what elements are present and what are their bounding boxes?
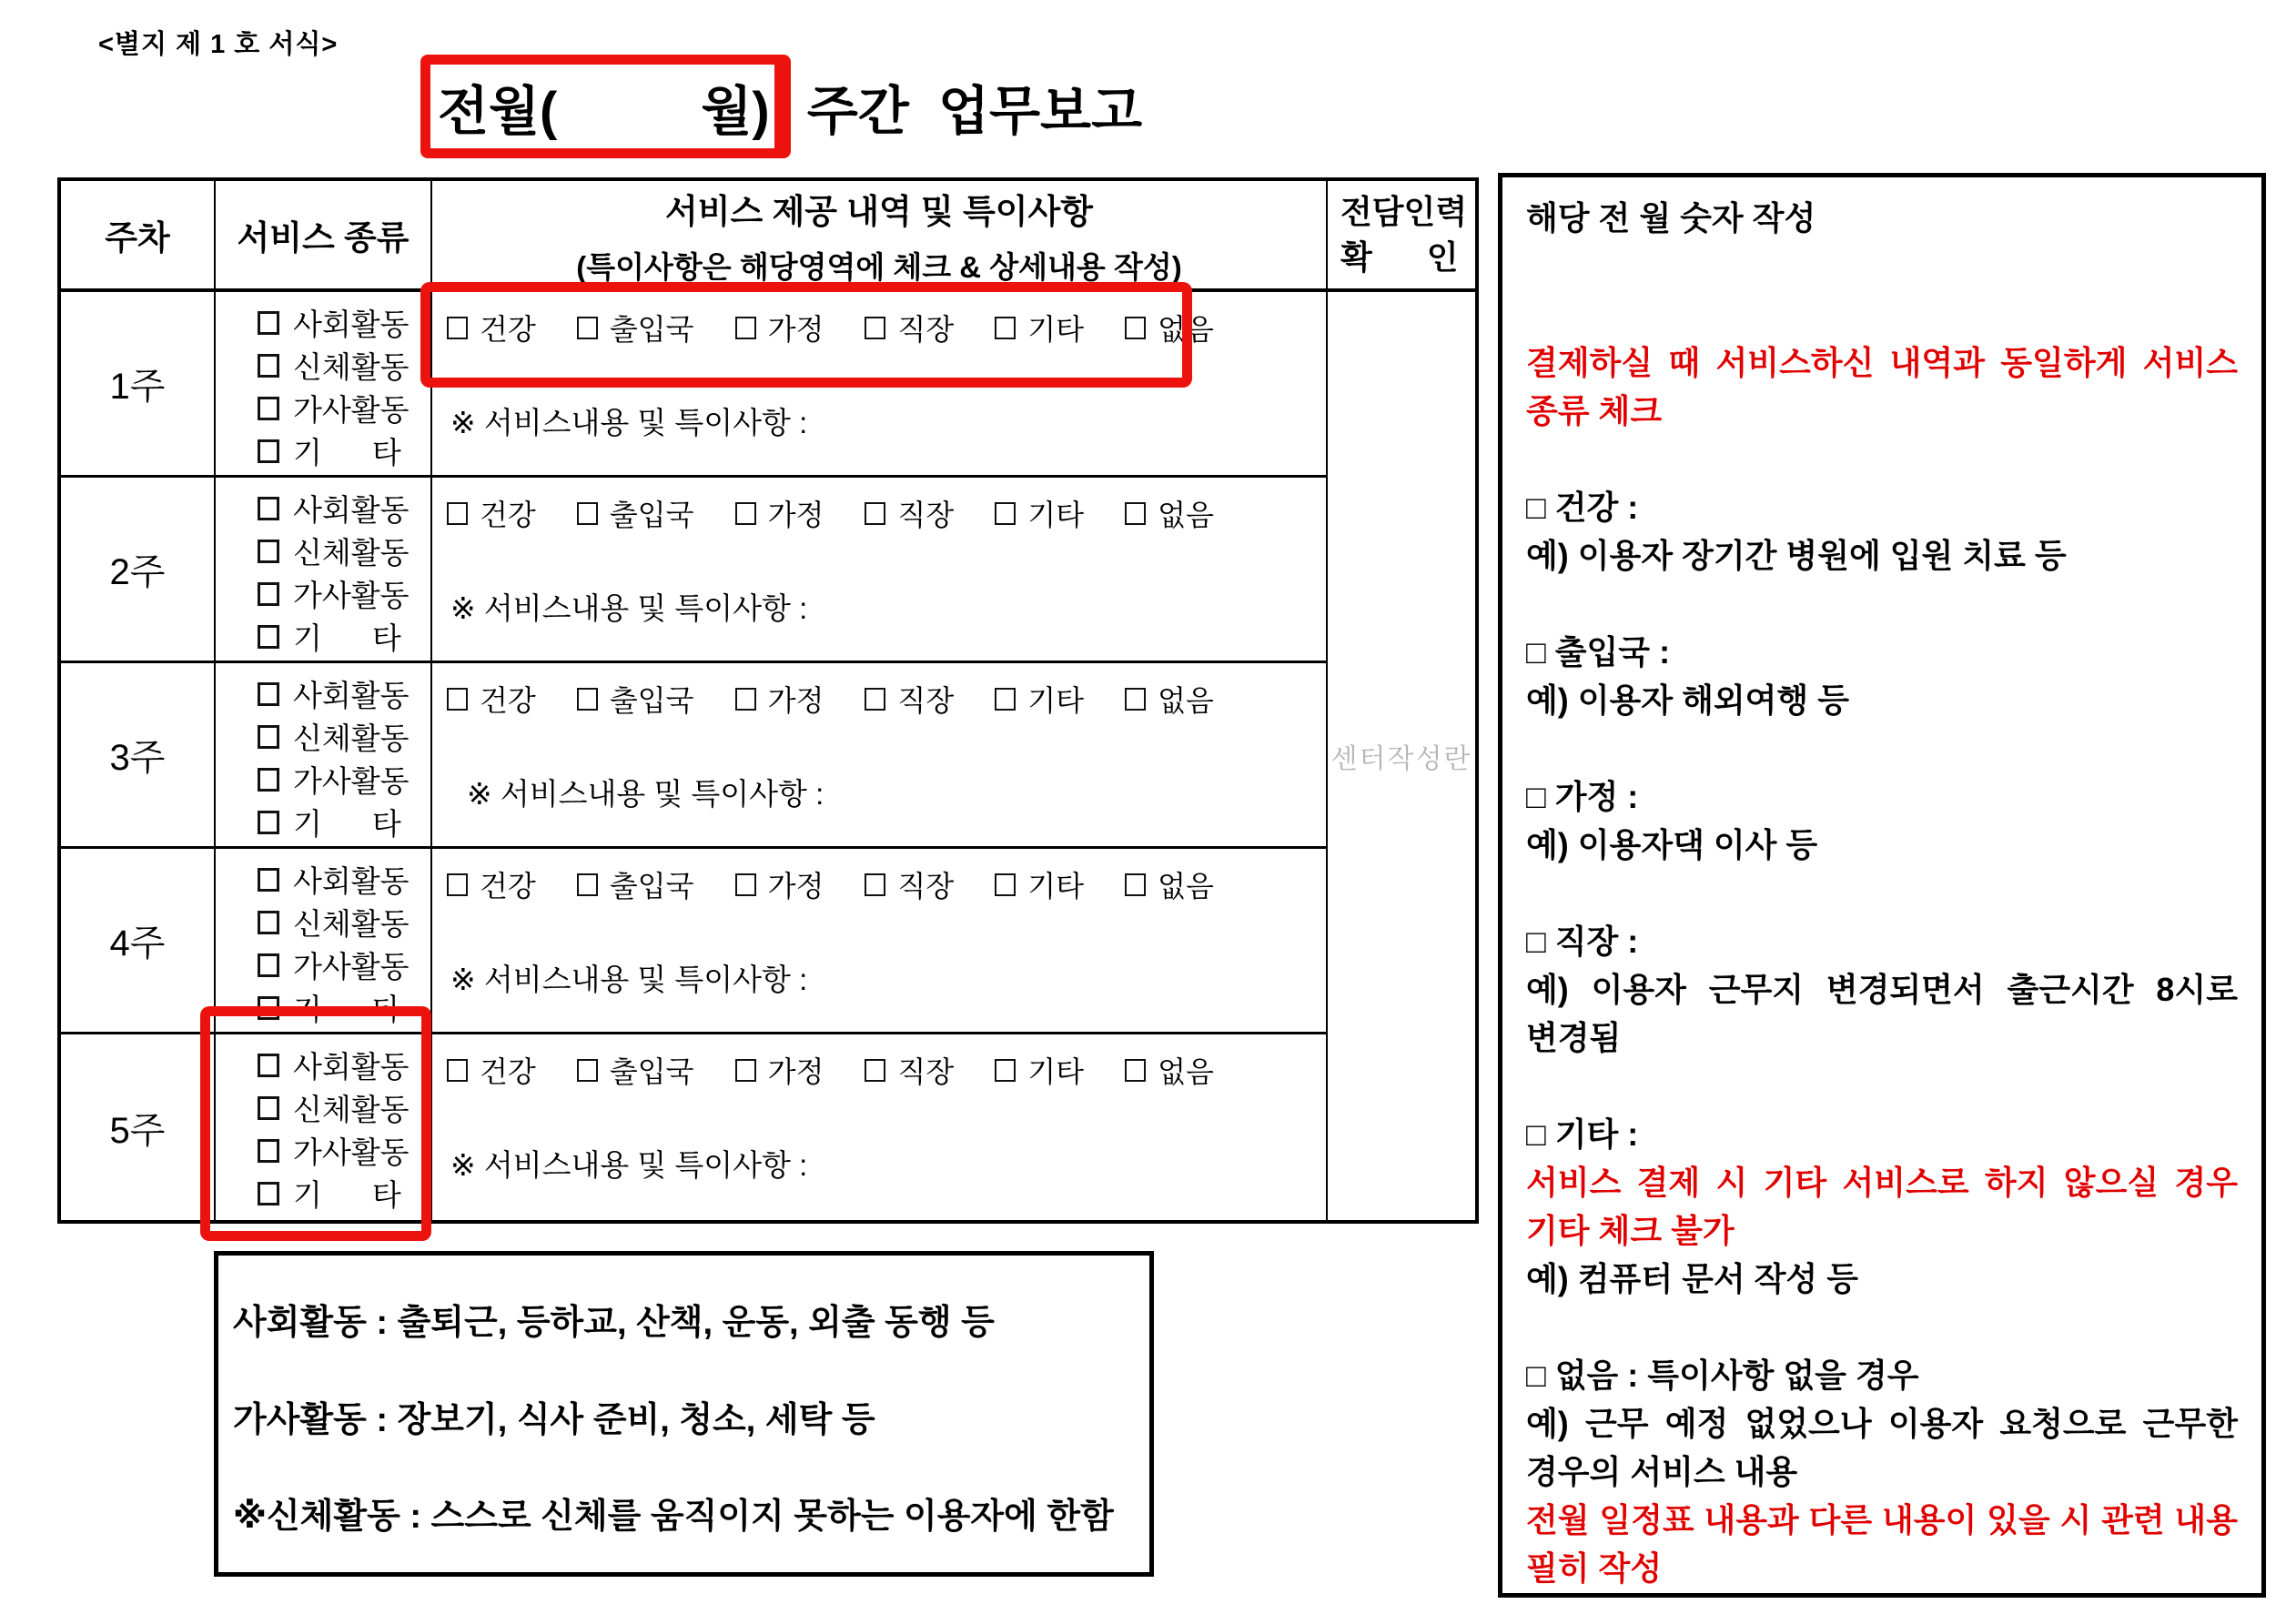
checkbox-workplace[interactable] bbox=[865, 502, 885, 525]
checkbox-other[interactable] bbox=[995, 873, 1016, 896]
service-option: 기 타 bbox=[258, 615, 430, 658]
special-option: 기타 bbox=[995, 678, 1084, 720]
checkbox-social-activity[interactable] bbox=[258, 868, 279, 892]
checkbox-workplace[interactable] bbox=[865, 873, 885, 896]
details-cell-week3 bbox=[432, 663, 1328, 849]
special-option: 건강 bbox=[447, 1049, 536, 1091]
service-option: 기 타 bbox=[258, 1172, 430, 1215]
checkbox-social-activity[interactable] bbox=[258, 682, 279, 706]
special-option: 기타 bbox=[995, 307, 1084, 348]
guide-section-none bbox=[1526, 1351, 2238, 1592]
special-option: 건강 bbox=[447, 307, 536, 348]
guide-line: □ 없음 : 특이사항 없을 경우 bbox=[1526, 1357, 1919, 1394]
service-option: 가사활동 bbox=[258, 1129, 430, 1172]
special-option: 없음 bbox=[1125, 863, 1214, 905]
service-option: 신체활동 bbox=[258, 901, 430, 943]
service-option: 기 타 bbox=[258, 801, 430, 843]
special-option: 기타 bbox=[995, 1049, 1084, 1091]
service-option: 가사활동 bbox=[258, 943, 430, 986]
staff-confirm-column bbox=[1328, 292, 1475, 1220]
week-label-2: 2주 bbox=[61, 478, 216, 663]
special-option: 없음 bbox=[1125, 307, 1214, 348]
special-option: 직장 bbox=[865, 863, 954, 905]
special-option: 직장 bbox=[865, 307, 954, 348]
title-rest: 주간 업무보고 bbox=[806, 82, 1143, 141]
service-detail-note[interactable]: ※ 서비스내용 및 특이사항 : bbox=[467, 777, 824, 811]
service-option: 기 타 bbox=[258, 429, 430, 472]
details-cell-week4 bbox=[432, 849, 1328, 1034]
checkbox-health[interactable] bbox=[447, 502, 468, 525]
special-option: 건강 bbox=[447, 863, 536, 905]
service-detail-note[interactable]: ※ 서비스내용 및 특이사항 : bbox=[450, 1148, 808, 1182]
checkbox-other[interactable] bbox=[995, 688, 1016, 711]
checkbox-workplace[interactable] bbox=[865, 688, 885, 711]
special-option: 없음 bbox=[1125, 678, 1214, 720]
special-option: 없음 bbox=[1125, 492, 1214, 534]
guide-section-other bbox=[1526, 1110, 2238, 1303]
checkbox-none[interactable] bbox=[1125, 502, 1146, 525]
service-option: 가사활동 bbox=[258, 572, 430, 615]
week-label-3: 3주 bbox=[61, 663, 216, 849]
special-option: 건강 bbox=[447, 678, 536, 720]
guide-line: 예) 컴퓨터 문서 작성 등 bbox=[1526, 1260, 1858, 1297]
checkbox-immigration[interactable] bbox=[577, 502, 598, 525]
guide-section-family bbox=[1526, 772, 2238, 869]
service-option: 신체활동 bbox=[258, 715, 430, 758]
service-option: 사회활동 bbox=[258, 487, 430, 530]
special-option: 가정 bbox=[735, 1049, 824, 1091]
special-checkbox-row bbox=[447, 863, 1326, 905]
guide-line: 예) 이용자 근무지 변경되면서 출근시간 8시로 변경됨 bbox=[1526, 971, 2238, 1056]
special-option: 출입국 bbox=[577, 863, 694, 905]
week-label-5: 5주 bbox=[61, 1034, 216, 1220]
service-detail-note[interactable]: ※ 서비스내용 및 특이사항 : bbox=[450, 406, 808, 439]
checkbox-family[interactable] bbox=[735, 873, 756, 896]
special-option: 없음 bbox=[1125, 1049, 1214, 1091]
guide-line: □ 건강 : bbox=[1526, 489, 1639, 526]
checkbox-immigration[interactable] bbox=[577, 1059, 598, 1082]
guide-line: 예) 이용자 해외여행 등 bbox=[1526, 681, 1849, 719]
details-cell-week5 bbox=[432, 1034, 1328, 1220]
guide-line: □ 기타 : bbox=[1526, 1115, 1639, 1153]
checkbox-family[interactable] bbox=[735, 688, 756, 711]
checkbox-health[interactable] bbox=[447, 873, 468, 896]
legend-housework: 가사활동 : 장보기, 식사 준비, 청소, 세탁 등 bbox=[233, 1400, 875, 1439]
header-service-type: 서비스 종류 bbox=[216, 181, 432, 292]
checkbox-physical-activity[interactable] bbox=[258, 725, 279, 749]
service-option: 기 타 bbox=[258, 986, 430, 1029]
checkbox-immigration[interactable] bbox=[577, 688, 598, 711]
header-details bbox=[432, 181, 1328, 292]
highlight-box-week1-specials bbox=[420, 282, 1192, 388]
special-option: 가정 bbox=[735, 863, 824, 905]
checkbox-other-activity[interactable] bbox=[258, 625, 279, 649]
checkbox-housework-activity[interactable] bbox=[258, 582, 279, 606]
checkbox-physical-activity[interactable] bbox=[258, 911, 279, 934]
special-option: 출입국 bbox=[577, 492, 694, 534]
special-option: 기타 bbox=[995, 863, 1084, 905]
checkbox-housework-activity[interactable] bbox=[258, 953, 279, 977]
special-option: 기타 bbox=[995, 492, 1084, 534]
guide-line: 예) 이용자댁 이사 등 bbox=[1526, 826, 1818, 863]
instruction-panel bbox=[1498, 173, 2266, 1598]
header-details-line2: (특이사항은 해당영역에 체크 & 상세내용 작성) bbox=[576, 249, 1182, 284]
service-type-cell-week2 bbox=[216, 478, 432, 663]
service-option: 사회활동 bbox=[258, 672, 430, 715]
header-staff-line1: 전담인력 bbox=[1340, 193, 1468, 230]
checkbox-other[interactable] bbox=[995, 502, 1016, 525]
week-label-1: 1주 bbox=[61, 292, 216, 478]
checkbox-other[interactable] bbox=[995, 1059, 1016, 1082]
checkbox-family[interactable] bbox=[735, 502, 756, 525]
guide-section-payment bbox=[1526, 338, 2238, 435]
special-option: 가정 bbox=[735, 678, 824, 720]
guide-line: 예) 이용자 장기간 병원에 입원 치료 등 bbox=[1526, 537, 2067, 574]
header-details-line1: 서비스 제공 내역 및 특이사항 bbox=[664, 192, 1094, 230]
details-cell-week2 bbox=[432, 478, 1328, 663]
checkbox-health[interactable] bbox=[447, 1059, 468, 1082]
special-checkbox-row bbox=[447, 678, 1326, 720]
checkbox-workplace[interactable] bbox=[865, 1059, 885, 1082]
guide-section-health bbox=[1526, 483, 2238, 580]
special-option: 가정 bbox=[735, 307, 824, 348]
special-option: 직장 bbox=[865, 678, 954, 720]
header-week: 주차 bbox=[61, 181, 216, 292]
special-option: 출입국 bbox=[577, 1049, 694, 1091]
title-prefix: 전월( bbox=[438, 82, 558, 141]
checkbox-other-activity[interactable] bbox=[258, 811, 279, 834]
guide-line: 해당 전 월 숫자 작성 bbox=[1526, 199, 1816, 237]
activity-legend-box bbox=[214, 1251, 1154, 1577]
checkbox-none[interactable] bbox=[1125, 688, 1146, 711]
checkbox-physical-activity[interactable] bbox=[258, 540, 279, 563]
form-number-label: <별지 제 1 호 서식> bbox=[98, 30, 339, 59]
week-label-4: 4주 bbox=[61, 849, 216, 1034]
special-checkbox-row bbox=[447, 492, 1326, 534]
guide-section-month bbox=[1526, 194, 2238, 242]
header-staff-confirm bbox=[1328, 181, 1475, 292]
service-option: 사회활동 bbox=[258, 301, 430, 344]
legend-physical: ※신체활동 : 스스로 신체를 움직이지 못하는 이용자에 한함 bbox=[233, 1498, 1114, 1536]
service-type-cell-week1 bbox=[216, 292, 432, 478]
highlight-box-week5-services bbox=[200, 1006, 431, 1241]
checkbox-health[interactable] bbox=[447, 688, 468, 711]
guide-line: □ 출입국 : bbox=[1526, 633, 1671, 671]
special-option: 가정 bbox=[735, 492, 824, 534]
checkbox-none[interactable] bbox=[1125, 873, 1146, 896]
guide-section-workplace bbox=[1526, 917, 2238, 1062]
checkbox-other-activity[interactable] bbox=[258, 439, 279, 463]
highlight-box-title-month bbox=[420, 55, 784, 158]
service-option: 가사활동 bbox=[258, 387, 430, 429]
header-staff-line2: 확 인 bbox=[1340, 238, 1459, 276]
special-option: 직장 bbox=[865, 492, 954, 534]
service-option: 가사활동 bbox=[258, 758, 430, 801]
special-checkbox-row bbox=[447, 1049, 1326, 1091]
guide-line: □ 직장 : bbox=[1526, 923, 1639, 960]
special-option: 출입국 bbox=[577, 307, 694, 348]
service-option: 신체활동 bbox=[258, 530, 430, 572]
special-option: 건강 bbox=[447, 492, 536, 534]
guide-line: 예) 근무 예정 없었으나 이용자 요청으로 근무한 경우의 서비스 내용 bbox=[1526, 1405, 2238, 1490]
guide-section-immigration bbox=[1526, 628, 2238, 724]
guide-line: □ 가정 : bbox=[1526, 778, 1639, 815]
legend-social: 사회활동 : 출퇴근, 등하교, 산책, 운동, 외출 동행 등 bbox=[233, 1304, 995, 1342]
guide-line: 결제하실 때 서비스하신 내역과 동일하게 서비스 종류 체크 bbox=[1526, 344, 2238, 429]
checkbox-housework-activity[interactable] bbox=[258, 397, 279, 420]
guide-line: 전월 일정표 내용과 다른 내용이 있을 시 관련 내용 필히 작성 bbox=[1526, 1501, 2238, 1587]
service-option: 사회활동 bbox=[258, 858, 430, 901]
service-option: 신체활동 bbox=[258, 1086, 430, 1129]
service-option: 사회활동 bbox=[258, 1044, 430, 1086]
checkbox-social-activity[interactable] bbox=[258, 311, 279, 335]
checkbox-social-activity[interactable] bbox=[258, 497, 279, 520]
checkbox-immigration[interactable] bbox=[577, 873, 598, 896]
checkbox-family[interactable] bbox=[735, 1059, 756, 1082]
guide-line: 서비스 결제 시 기타 서비스로 하지 않으실 경우 기타 체크 불가 bbox=[1526, 1164, 2238, 1249]
special-option: 직장 bbox=[865, 1049, 954, 1091]
service-option: 신체활동 bbox=[258, 344, 430, 387]
title-suffix: 월) bbox=[701, 82, 770, 141]
service-detail-note[interactable]: ※ 서비스내용 및 특이사항 : bbox=[450, 963, 808, 996]
center-watermark: 센터작성란 bbox=[1330, 744, 1472, 774]
checkbox-housework-activity[interactable] bbox=[258, 768, 279, 792]
checkbox-none[interactable] bbox=[1125, 1059, 1146, 1082]
service-type-cell-week3 bbox=[216, 663, 432, 849]
special-option: 출입국 bbox=[577, 678, 694, 720]
checkbox-physical-activity[interactable] bbox=[258, 354, 279, 378]
service-detail-note[interactable]: ※ 서비스내용 및 특이사항 : bbox=[450, 591, 808, 625]
